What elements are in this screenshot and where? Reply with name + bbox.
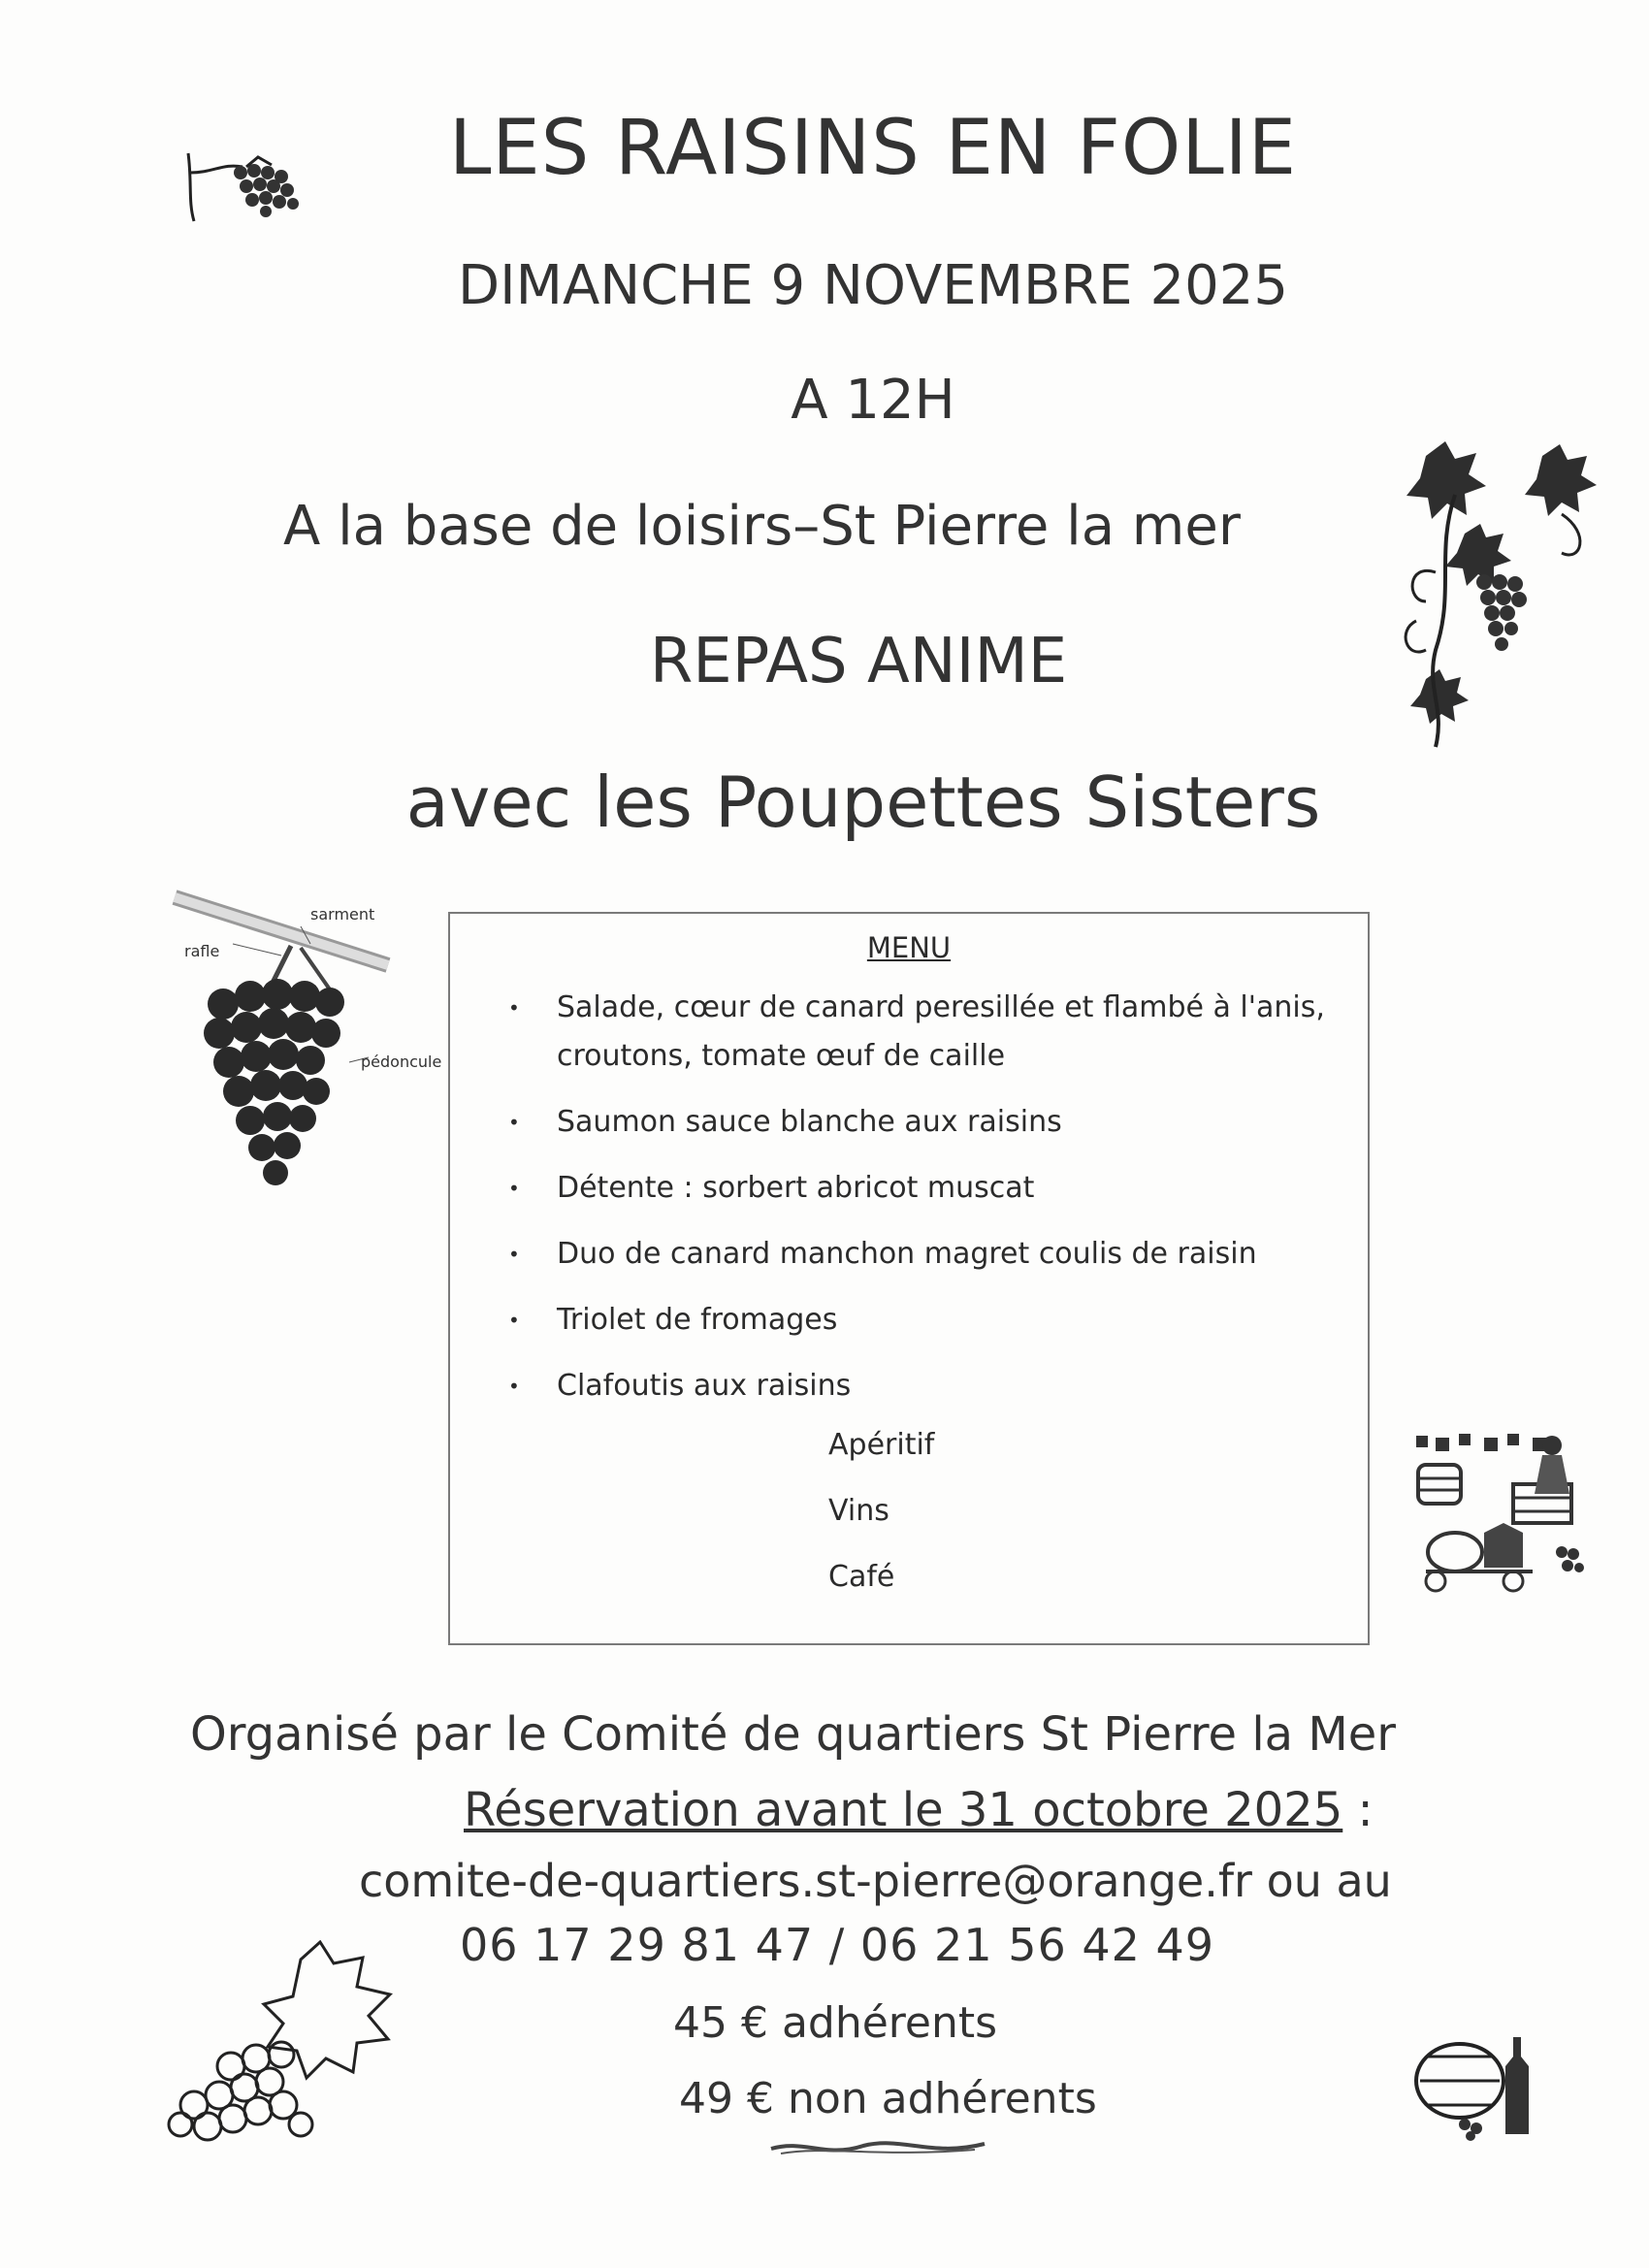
bullet-icon: • — [508, 996, 520, 1020]
label-pedoncule: pédoncule — [361, 1053, 442, 1071]
squiggle-icon — [766, 2134, 989, 2163]
menu-item: • Clafoutis aux raisins — [508, 1362, 1342, 1410]
drink-vins: Vins — [828, 1494, 889, 1528]
reservation-deadline: Réservation avant le 31 octobre 2025 — [464, 1783, 1343, 1837]
event-venue: A la base de loisirs–St Pierre la mer — [283, 495, 1241, 558]
barrel-bottle-icon — [1406, 2027, 1542, 2144]
menu-item: • Duo de canard manchon magret coulis de raisin — [508, 1230, 1342, 1279]
event-date: DIMANCHE 9 NOVEMBRE 2025 — [458, 254, 1288, 317]
wine-scenes-icon — [1406, 1416, 1600, 1610]
drink-aperitif: Apéritif — [828, 1428, 935, 1462]
label-sarment: sarment — [310, 905, 375, 923]
reservation-line — [464, 1783, 1374, 1837]
label-rafle: rafle — [184, 942, 220, 960]
bullet-icon: • — [508, 1309, 520, 1332]
event-band: avec les Poupettes Sisters — [405, 761, 1321, 843]
menu-item: • Saumon sauce blanche aux raisins — [508, 1098, 1342, 1147]
bullet-icon: • — [508, 1243, 520, 1266]
menu-item: • Détente : sorbert abricot muscat — [508, 1164, 1342, 1213]
menu-box — [448, 912, 1370, 1645]
organizer-line: Organisé par le Comité de quartiers St Pierre la Mer — [190, 1707, 1397, 1762]
menu-item: • Triolet de fromages — [508, 1296, 1342, 1345]
menu-title: MENU — [866, 931, 952, 964]
menu-item: • Salade, cœur de canard peresillée et flambé à l'anis, croutons, tomate œuf de caille — [508, 984, 1342, 1081]
contact-email: comite-de-quartiers.st-pierre@orange.fr ou au — [359, 1855, 1392, 1907]
grape-diagram — [165, 888, 456, 1208]
poster-title: LES RAISINS EN FOLIE — [448, 105, 1298, 192]
bullet-icon: • — [508, 1177, 520, 1200]
price-members: 45 € adhérents — [673, 1998, 998, 2048]
event-time: A 12H — [791, 369, 955, 432]
grape-branch-icon — [184, 144, 310, 231]
contact-phones: 06 17 29 81 47 / 06 21 56 42 49 — [460, 1919, 1215, 1971]
event-meal: REPAS ANIME — [649, 626, 1068, 697]
grape-diagram-icon — [165, 888, 456, 1208]
drink-cafe: Café — [828, 1560, 895, 1594]
grape-leaf-icon — [155, 1940, 446, 2144]
price-nonmembers: 49 € non adhérents — [679, 2074, 1097, 2123]
vine-icon — [1397, 437, 1610, 776]
bullet-icon: • — [508, 1111, 520, 1134]
bullet-icon: • — [508, 1375, 520, 1398]
reservation-suffix: : — [1342, 1783, 1374, 1837]
menu-list — [508, 984, 1342, 1428]
